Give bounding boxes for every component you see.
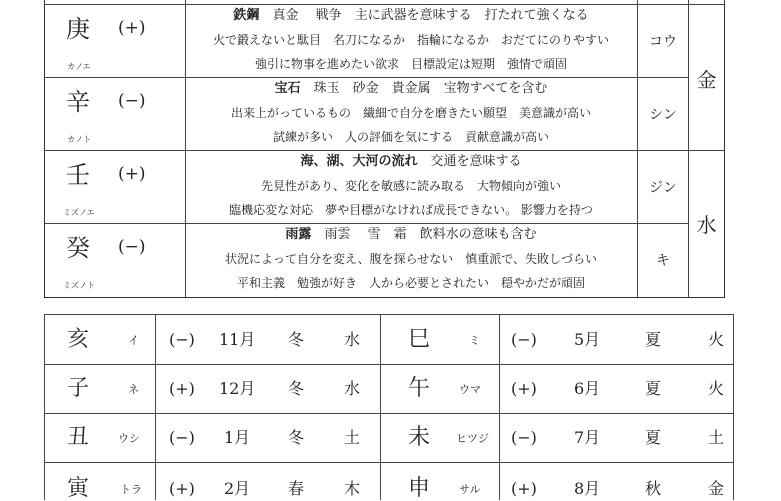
branch-season: 夏 — [645, 330, 662, 349]
heavenly-stems-table — [44, 0, 725, 298]
grid-line — [44, 314, 733, 315]
branch-polarity: (+) — [511, 479, 537, 498]
stem-description-line3: 試練が多い 人の評価を気にする 貢献意識が高い — [272, 130, 549, 144]
grid-line — [499, 314, 500, 500]
branch-element: 土 — [344, 428, 361, 447]
stem-description-line1: 宝石 珠玉 砂金 貴金属 宝物すべてを含む — [274, 81, 548, 96]
stem-kanji: 壬 — [66, 161, 90, 189]
stem-polarity: (−) — [118, 91, 146, 111]
stem-reading: コウ — [649, 34, 677, 50]
stem-polarity: (−) — [118, 237, 146, 257]
branch-month: 6月 — [574, 379, 601, 398]
branch-season: 冬 — [288, 379, 305, 398]
branch-kanji: 子 — [67, 376, 90, 401]
branch-season: 秋 — [645, 479, 662, 498]
stem-description-line2: 出来上がっているもの 繊細で自分を磨きたい願望 美意識が高い — [230, 106, 591, 120]
stem-description-line2: 状況によって自分を変え、腹を探らせない 慎重派で、失敗しづらい — [224, 252, 598, 266]
branch-month: 12月 — [219, 379, 256, 398]
stem-reading: シン — [649, 107, 677, 123]
branch-kanji: 巳 — [408, 327, 431, 352]
branch-element: 水 — [344, 330, 361, 349]
branch-polarity: (+) — [169, 479, 195, 498]
grid-line — [45, 77, 688, 78]
stem-kana: カノエ — [67, 62, 91, 71]
branch-season: 冬 — [288, 428, 305, 447]
branch-element: 火 — [708, 379, 725, 398]
grid-line — [688, 4, 724, 5]
branch-kana: イ — [128, 334, 139, 347]
stem-description-line1: 海、湖、大河の流れ 交通を意味する — [300, 154, 522, 169]
stem-kanji: 庚 — [66, 15, 90, 43]
branch-kana: ウマ — [459, 383, 481, 396]
branch-kanji: 午 — [408, 376, 431, 401]
stem-polarity: (+) — [118, 18, 146, 38]
grid-line — [44, 462, 733, 463]
branch-month: 5月 — [574, 330, 601, 349]
stem-kanji: 辛 — [66, 88, 90, 116]
grid-line — [44, 314, 45, 500]
branch-element: 土 — [708, 428, 725, 447]
branch-kana: トラ — [120, 483, 142, 496]
branch-kana: ネ — [128, 383, 139, 396]
stem-description-line2: 火で鍛えないと駄目 名刀になるか 指輪になるか おだてにのりやすい — [212, 33, 609, 47]
branch-polarity: (−) — [511, 428, 537, 447]
branch-element: 火 — [708, 330, 725, 349]
grid-line — [733, 314, 734, 500]
branch-month: 11月 — [219, 330, 256, 349]
branch-kanji: 丑 — [67, 425, 90, 450]
grid-line — [45, 223, 688, 224]
branch-kana: ミ — [469, 334, 480, 347]
branch-polarity: (−) — [511, 330, 537, 349]
stem-kanji: 癸 — [66, 234, 90, 262]
stem-reading: ジン — [649, 180, 677, 196]
branch-month: 7月 — [574, 428, 601, 447]
grid-line — [44, 364, 733, 365]
branch-polarity: (−) — [169, 428, 195, 447]
stem-reading: キ — [656, 253, 670, 269]
branch-element: 水 — [344, 379, 361, 398]
stem-description-line1: 鉄鋼 真金 戦争 主に武器を意味する 打たれて強くなる — [233, 8, 589, 23]
stem-description-line3: 平和主義 勉強が好き 人から必要とされたい 穏やかだが頑固 — [236, 276, 585, 290]
branch-kanji: 申 — [408, 476, 431, 501]
branch-kana: ヒツジ — [456, 432, 489, 445]
branch-element: 木 — [344, 479, 361, 498]
branch-element: 金 — [708, 479, 725, 498]
grid-line — [44, 413, 733, 414]
stem-kana: カノト — [67, 135, 91, 144]
stem-description-line3: 臨機応変な対応 夢や目標がなければ成長できない。 影響力を持つ — [229, 203, 593, 217]
grid-line — [688, 0, 689, 297]
branch-kana: サル — [459, 483, 481, 496]
branch-month: 1月 — [224, 428, 251, 447]
grid-line — [45, 4, 688, 5]
branch-season: 春 — [288, 479, 305, 498]
stem-kana: ミズノト — [63, 281, 95, 290]
stem-description-line2: 先見性があり、変化を敏感に読み取る 大物傾向が強い — [260, 179, 561, 193]
branch-month: 2月 — [224, 479, 251, 498]
stem-description-line3: 強引に物事を進めたい欲求 目標設定は短期 強情で頑固 — [254, 57, 567, 71]
branch-polarity: (−) — [169, 330, 195, 349]
branch-month: 8月 — [574, 479, 601, 498]
element-metal: 金 — [696, 68, 717, 92]
grid-line — [155, 314, 156, 500]
branch-kana: ウシ — [118, 432, 140, 445]
grid-line — [45, 150, 724, 151]
branch-kanji: 未 — [408, 425, 431, 450]
branch-kanji: 寅 — [67, 476, 90, 501]
branch-season: 夏 — [645, 379, 662, 398]
branch-kanji: 亥 — [67, 327, 90, 352]
grid-line — [380, 314, 381, 500]
branch-season: 夏 — [645, 428, 662, 447]
stem-polarity: (+) — [118, 164, 146, 184]
branch-season: 冬 — [288, 330, 305, 349]
element-water: 水 — [696, 213, 717, 237]
stem-kana: ミズノエ — [63, 208, 95, 217]
earthly-branches-table — [44, 314, 733, 500]
branch-polarity: (+) — [169, 379, 195, 398]
stem-description-line1: 雨露 雨雲 雪 霜 飲料水の意味も含む — [285, 227, 537, 242]
branch-polarity: (+) — [511, 379, 537, 398]
